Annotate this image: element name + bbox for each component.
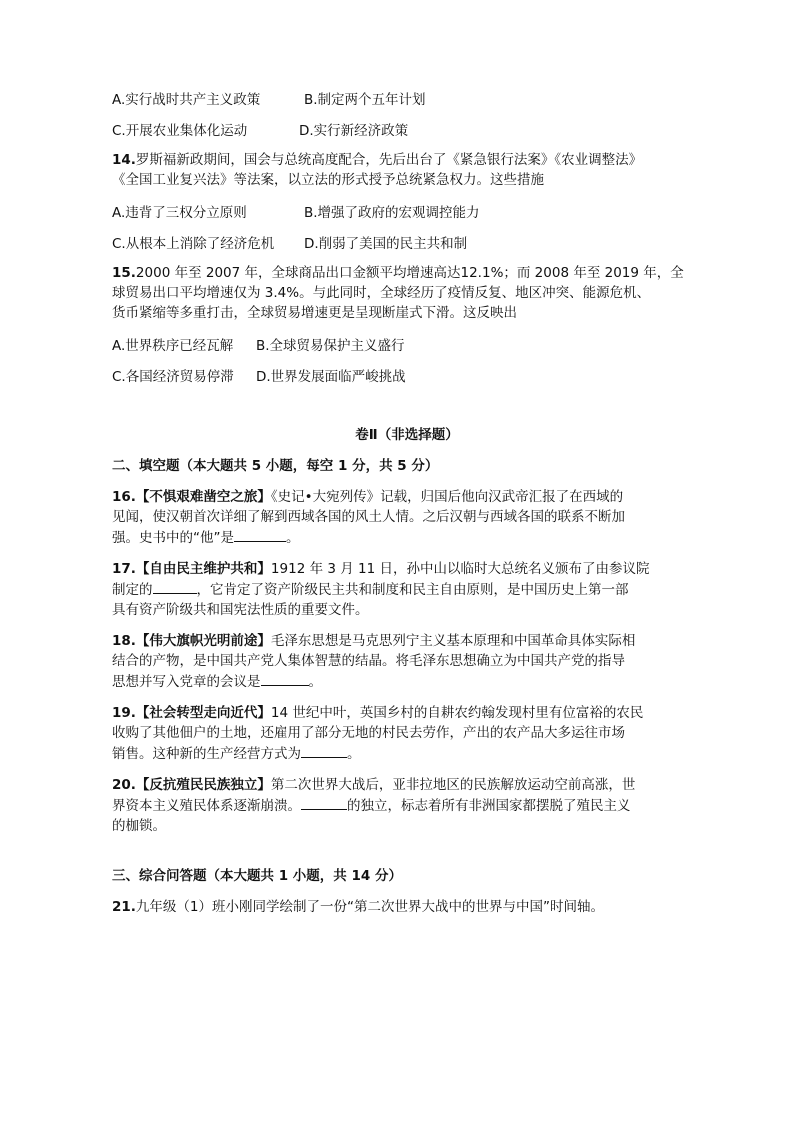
q17-line3: 具有资产阶级共和国宪法性质的重要文件。	[112, 602, 369, 618]
q17-line2: ，它肯定了资产阶级民主共和制度和民主自由原则，是中国历史上第一部	[196, 582, 629, 598]
q17-answer-blank[interactable]	[153, 579, 197, 594]
q15-option-d: D.世界发展面临严峻挑战	[256, 369, 406, 385]
q19-line2: 收购了其他佃户的土地，还雇用了部分无地的村民去劳作，产出的农产品大多运往市场	[112, 725, 625, 741]
q14-line1: 罗斯福新政期间，国会与总统高度配合，先后出台了《紧急银行法案》《农业调整法》	[135, 152, 643, 168]
q19-number: 19.	[112, 705, 136, 721]
q20-line2-start: 界资本主义殖民体系逐渐崩溃。	[112, 798, 301, 814]
q18-line1: 毛泽东思想是马克思列宁主义基本原理和中国革命具体实际相	[270, 633, 636, 649]
q14-option-d: D.削弱了美国的民主共和制	[304, 236, 468, 252]
q16-line3-end: 。	[286, 530, 300, 546]
question-17	[112, 559, 702, 620]
question-18	[112, 631, 702, 692]
q17-line1: 1912 年 3 月 11 日，孙中山以临时大总统名义颁布了由参议院	[270, 561, 650, 577]
q21-line1: 九年级（1）班小刚同学绘制了一份“第二次世界大战中的世界与中国”时间轴。	[135, 899, 604, 915]
q16-line3: 强。史书中的“他”是	[112, 530, 234, 546]
q18-line2: 结合的产物，是中国共产党人集体智慧的结晶。将毛泽东思想确立为中国共产党的指导	[112, 653, 625, 669]
q16-line1: 《史记•大宛列传》记载，归国后他向汉武帝汇报了在西域的	[270, 489, 624, 505]
q18-line3-end: 。	[308, 674, 322, 690]
question-20	[112, 775, 702, 836]
q14-options	[112, 201, 702, 221]
question-16	[112, 487, 702, 548]
q14-line2: 《全国工业复兴法》等法案，以立法的形式授予总统紧急权力。这些措施	[112, 172, 544, 188]
section-2-title: 卷Ⅱ（非选择题）	[355, 427, 459, 443]
q18-line3: 思想并写入党章的会议是	[112, 674, 261, 690]
q15-number: 15.	[112, 265, 136, 281]
q20-tag: 【反抗殖民民族独立】	[135, 777, 271, 793]
q14-options-row2	[112, 232, 702, 252]
q13-options-row2	[112, 119, 702, 139]
q13-option-c: C.开展农业集体化运动	[112, 123, 248, 139]
q17-line2-start: 制定的	[112, 582, 153, 598]
q20-answer-blank[interactable]	[301, 795, 347, 810]
part-2-title: 二、填空题（本大题共 5 小题，每空 1 分，共 5 分）	[112, 458, 439, 474]
question-14	[112, 150, 702, 190]
q13-options	[112, 88, 702, 108]
q18-answer-blank[interactable]	[261, 671, 309, 686]
q16-number: 16.	[112, 489, 136, 505]
q20-number: 20.	[112, 777, 136, 793]
q20-line3: 的枷锁。	[112, 818, 166, 834]
q17-tag: 【自由民主维护共和】	[135, 561, 271, 577]
q19-line3-end: 。	[347, 746, 361, 762]
part-3-title: 三、综合问答题（本大题共 1 小题，共 14 分）	[112, 868, 402, 884]
q15-line3: 货币紧缩等多重打击，全球贸易增速更是呈现断崖式下滑。这反映出	[112, 305, 517, 321]
q16-answer-blank[interactable]	[234, 527, 286, 542]
q16-tag: 【不惧艰难凿空之旅】	[135, 489, 271, 505]
q15-line1: 2000 年至 2007 年，全球商品出口金额平均增速高达12.1%；而 2008 年至 2019 年，全	[135, 265, 684, 281]
q15-line2: 球贸易出口平均增速仅为 3.4%。与此同时，全球经历了疫情反复、地区冲突、能源危机、	[112, 285, 651, 301]
q18-number: 18.	[112, 633, 136, 649]
question-19	[112, 703, 702, 764]
q15-options-row2	[112, 365, 702, 385]
q19-line1: 14 世纪中叶，英国乡村的自耕农约翰发现村里有位富裕的农民	[270, 705, 644, 721]
q19-answer-blank[interactable]	[301, 743, 347, 758]
q19-tag: 【社会转型走向近代】	[135, 705, 271, 721]
q14-number: 14.	[112, 152, 136, 168]
q13-option-d: D.实行新经济政策	[299, 123, 409, 139]
question-21	[112, 897, 702, 917]
q15-option-c: C.各国经济贸易停滞	[112, 369, 234, 385]
q15-option-a: A.世界秩序已经瓦解	[112, 338, 234, 354]
q16-line2: 见闻，使汉朝首次详细了解到西域各国的风土人情。之后汉朝与西域各国的联系不断加	[112, 509, 625, 525]
q20-line2: 的独立，标志着所有非洲国家都摆脱了殖民主义	[347, 798, 631, 814]
q14-option-c: C.从根本上消除了经济危机	[112, 236, 275, 252]
q19-line3: 销售。这种新的生产经营方式为	[112, 746, 301, 762]
q13-option-a: A.实行战时共产主义政策	[112, 92, 261, 108]
q14-option-a: A.违背了三权分立原则	[112, 205, 247, 221]
question-15	[112, 263, 702, 323]
exam-page	[112, 88, 702, 928]
q15-options	[112, 334, 702, 354]
q18-tag: 【伟大旗帜光明前途】	[135, 633, 271, 649]
q14-option-b: B.增强了政府的宏观调控能力	[304, 205, 480, 221]
q20-line1: 第二次世界大战后，亚非拉地区的民族解放运动空前高涨，世	[270, 777, 636, 793]
q21-number: 21.	[112, 899, 136, 915]
q17-number: 17.	[112, 561, 136, 577]
q13-option-b: B.制定两个五年计划	[304, 92, 426, 108]
q15-option-b: B.全球贸易保护主义盛行	[256, 338, 405, 354]
